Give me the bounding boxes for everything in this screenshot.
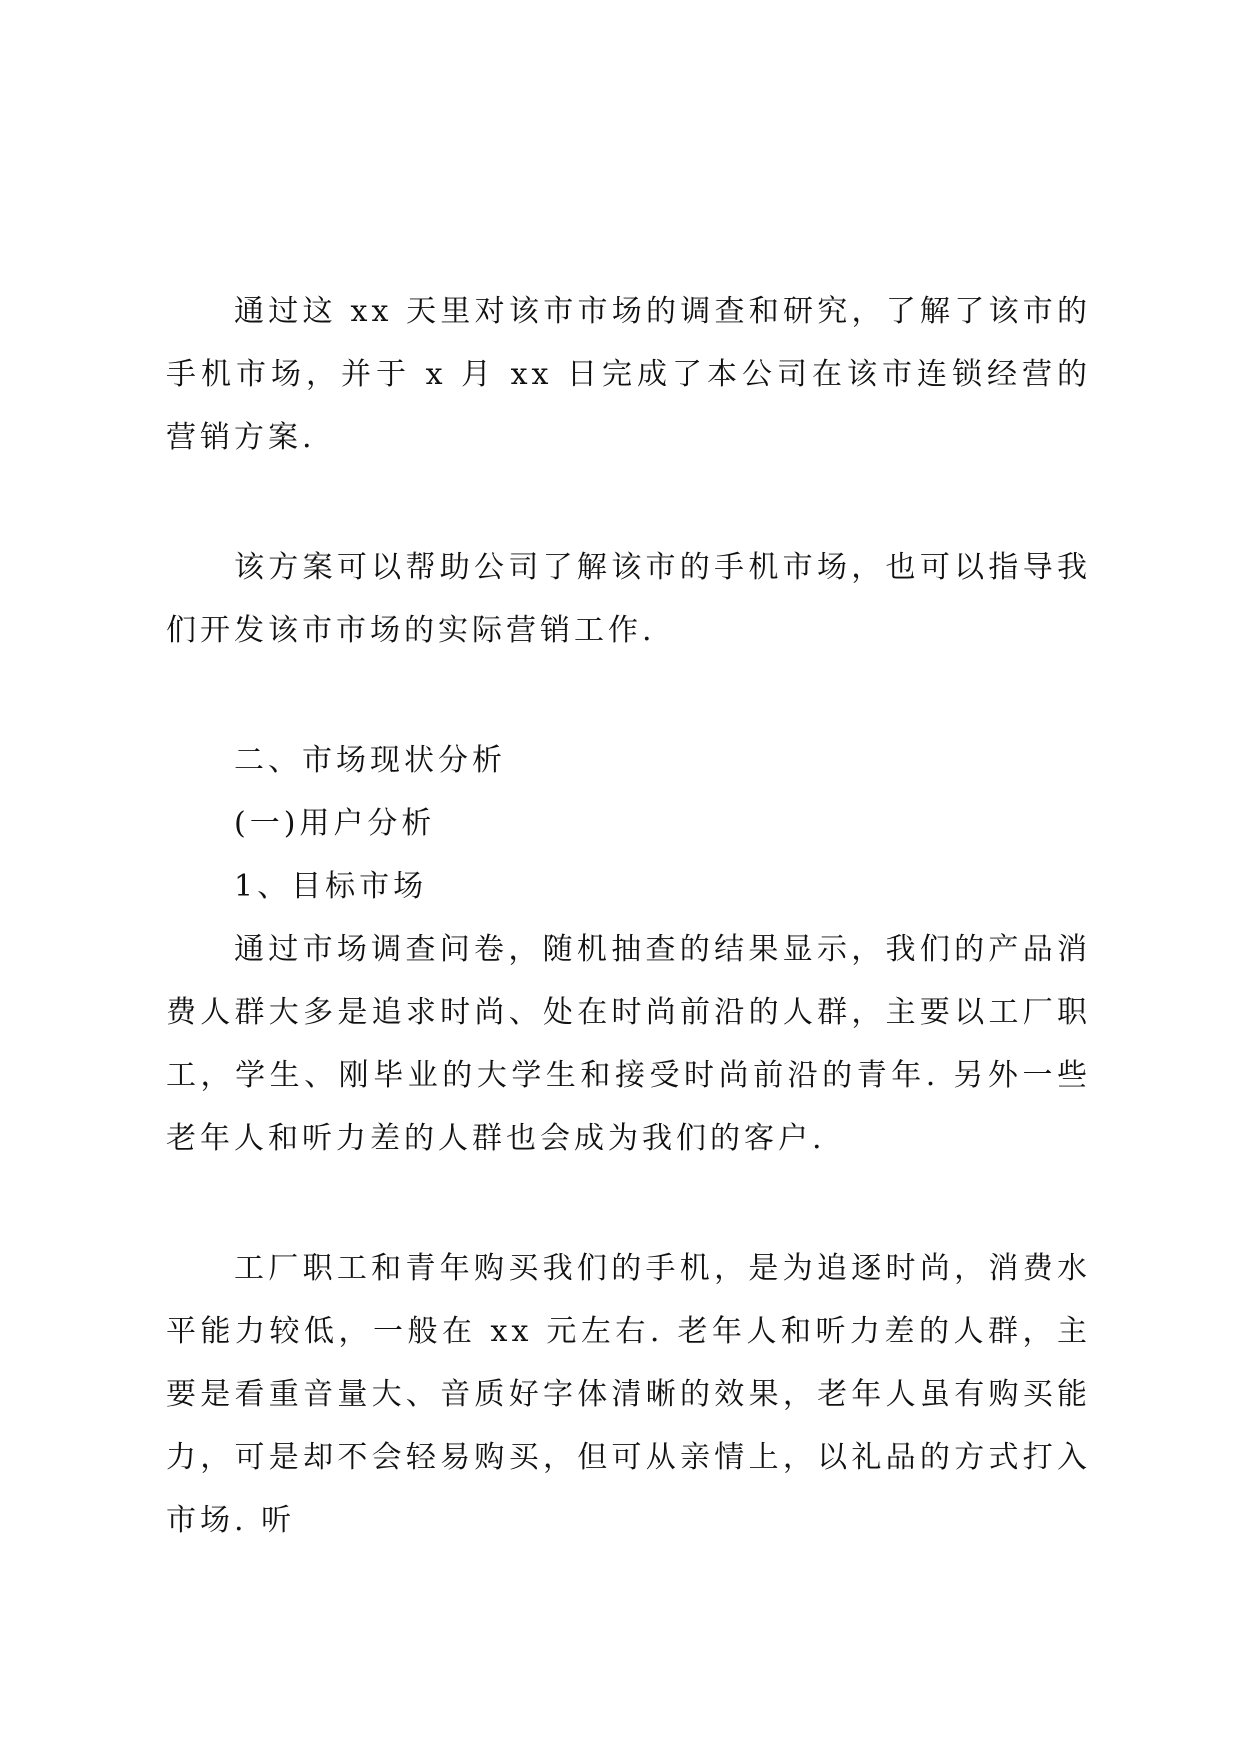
target-market-paragraph: 通过市场调查问卷，随机抽查的结果显示，我们的产品消费人群大多是追求时尚、处在时尚前沿的人群，主要以工厂职工，学生、刚毕业的大学生和接受时尚前沿的青年. 另外一些老年人和听力差的人群也会成为我们的客户.	[166, 932, 1091, 1156]
paragraph-gap	[166, 1170, 1091, 1237]
section-title: 二、市场现状分析	[234, 743, 506, 778]
consumer-analysis-paragraph: 工厂职工和青年购买我们的手机，是为追逐时尚，消费水平能力较低，一般在 xx 元左右. 老年人和听力差的人群，主要是看重音量大、音质好字体清晰的效果，老年人虽有购买能力，可是却不会轻易购买，但可从亲情上，以礼品的方式打入市场. 听	[166, 1251, 1091, 1538]
item-title: 1、目标市场	[234, 869, 428, 904]
purpose-paragraph: 该方案可以帮助公司了解该市的手机市场，也可以指导我们开发该市市场的实际营销工作.	[166, 550, 1091, 648]
paragraph-gap	[166, 662, 1091, 729]
subsection-title: (一)用户分析	[234, 806, 436, 841]
document-page	[166, 280, 1091, 1552]
paragraph-gap	[166, 469, 1091, 536]
intro-paragraph: 通过这 xx 天里对该市市场的调查和研究，了解了该市的手机市场，并于 x 月 xx 日完成了本公司在该市连锁经营的营销方案.	[166, 294, 1091, 455]
